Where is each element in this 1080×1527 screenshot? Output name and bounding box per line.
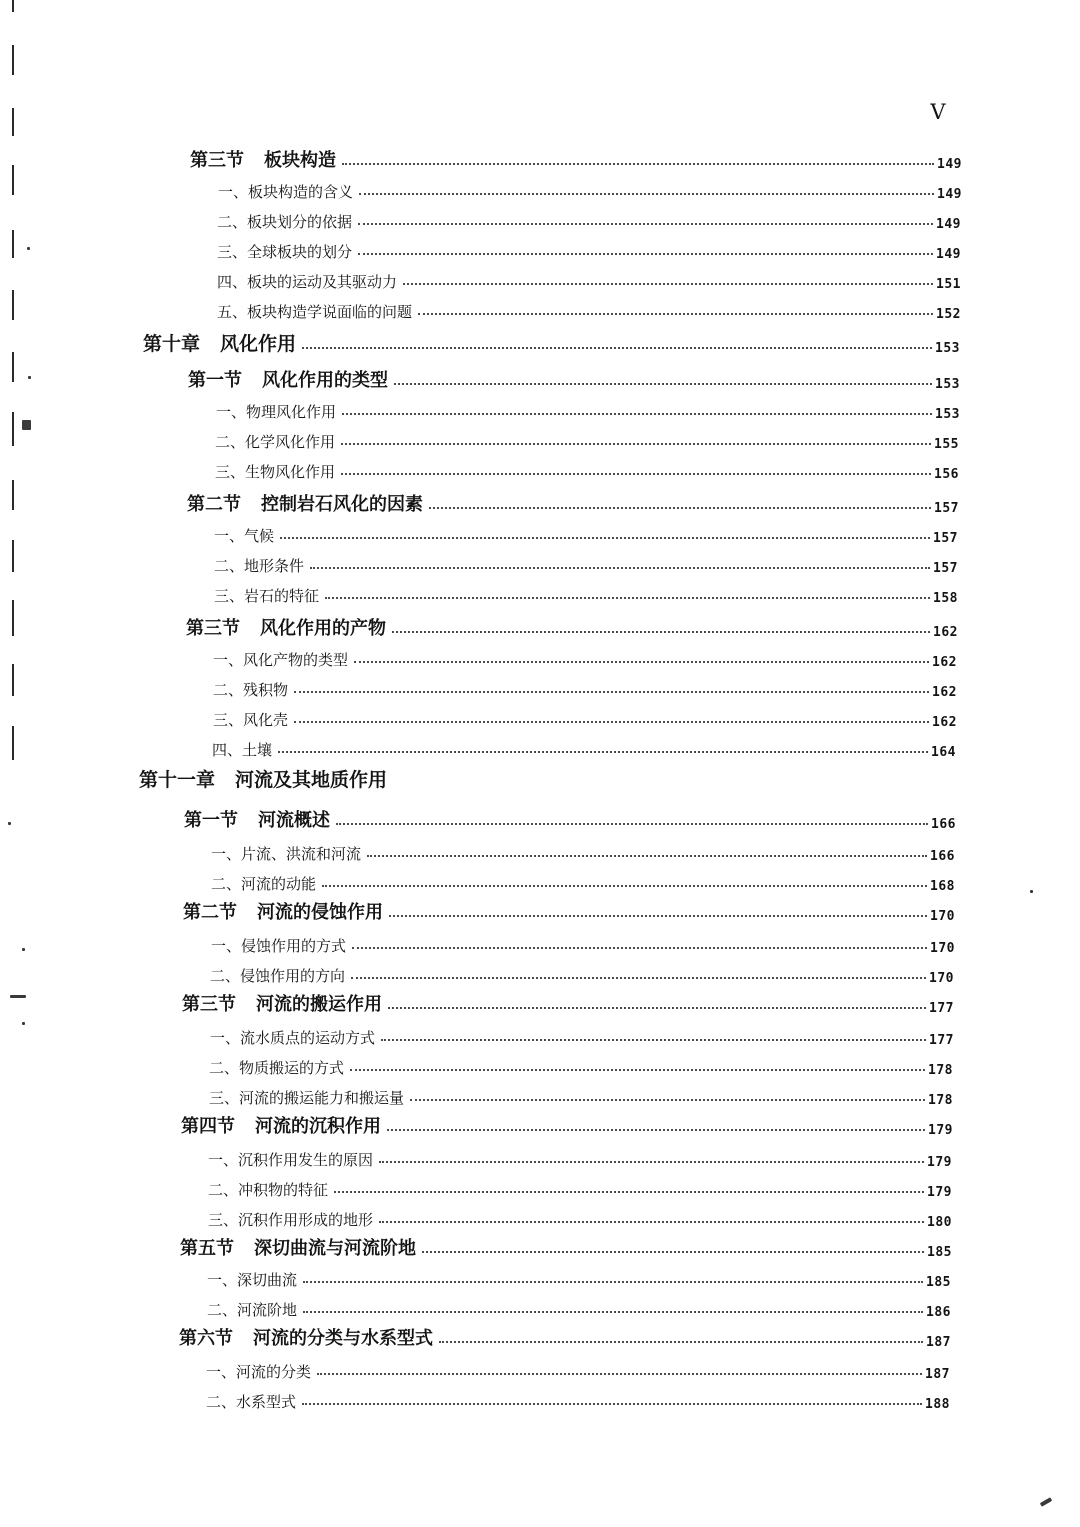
toc-entry-sub: [211, 838, 955, 864]
toc-entry-label: [208, 1179, 328, 1200]
toc-entry-sub: [217, 206, 961, 232]
toc-entry-page: 188: [925, 1397, 950, 1412]
toc-entry-page: 187: [925, 1367, 950, 1382]
dot-leader: [302, 347, 932, 349]
toc-entry-title: 风化作用的类型: [262, 370, 388, 391]
toc-entry-number: 二、: [209, 1059, 240, 1077]
scan-speck: [1040, 1497, 1052, 1506]
toc-entry-page: 187: [926, 1335, 951, 1350]
toc-entry-sub: [214, 520, 958, 546]
toc-entry-sub: [213, 704, 957, 730]
toc-entry-number: 二、: [215, 433, 246, 451]
dot-leader: [310, 567, 930, 569]
dot-leader: [367, 855, 927, 857]
toc-entry-page: 157: [934, 501, 959, 516]
dot-leader: [336, 823, 928, 825]
toc-entry-title: 板块构造: [264, 150, 336, 171]
toc-entry-title: 板块构造的含义: [248, 183, 354, 201]
toc-entry-sub: [218, 176, 962, 202]
toc-entry-title: 板块的运动及其驱动力: [247, 273, 398, 291]
toc-entry-number: 第一节: [184, 810, 238, 831]
toc-entry-page: 149: [936, 247, 961, 262]
dot-leader: [439, 1341, 923, 1343]
toc-entry-number: 二、: [214, 557, 245, 575]
dot-leader: [358, 223, 933, 225]
toc-entry-title: 河流的动能: [241, 875, 317, 893]
toc-entry-title: 河流的侵蚀作用: [257, 902, 383, 923]
toc-entry-label: [207, 1299, 297, 1320]
toc-entry-label: [215, 461, 335, 482]
toc-entry-number: 五、: [217, 303, 248, 321]
toc-entry-title: 沉积作用发生的原因: [238, 1151, 374, 1169]
toc-entry-number: 一、: [216, 403, 247, 421]
toc-entry-title: 侵蚀作用的方向: [240, 967, 346, 985]
dot-leader: [342, 163, 934, 165]
toc-entry-section: [187, 490, 959, 516]
toc-entry-section: [184, 806, 956, 832]
dot-leader: [294, 691, 929, 693]
toc-entry-label: [215, 431, 335, 452]
toc-entry-label: [183, 898, 383, 924]
toc-entry-sub: [216, 396, 960, 422]
toc-entry-sub: [208, 1204, 952, 1230]
toc-entry-number: 三、: [209, 1089, 240, 1107]
scan-edge-mark: [12, 726, 14, 760]
dot-leader: [278, 751, 928, 753]
toc-entry-number: 第六节: [179, 1328, 233, 1349]
dot-leader: [381, 1039, 926, 1041]
scan-edge-mark: [12, 230, 14, 258]
toc-entry-label: [206, 1361, 311, 1382]
dot-leader: [317, 1373, 922, 1375]
toc-entry-section: [186, 614, 958, 640]
toc-entry-label: [213, 649, 348, 670]
toc-entry-label: [216, 401, 336, 422]
toc-entry-sub: [215, 426, 959, 452]
toc-entry-page: 153: [935, 377, 960, 392]
toc-entry-sub: [211, 868, 955, 894]
dot-leader: [429, 507, 931, 509]
toc-entry-number: 三、: [213, 711, 244, 729]
toc-entry-page: 186: [926, 1305, 951, 1320]
dot-leader: [403, 283, 933, 285]
toc-entry-page: 162: [932, 715, 957, 730]
toc-entry-label: [211, 935, 346, 956]
toc-entry-page: 149: [937, 187, 962, 202]
toc-entry-title: 河流的沉积作用: [255, 1116, 381, 1137]
toc-entry-label: [214, 555, 304, 576]
toc-entry-title: 河流的搬运能力和搬运量: [239, 1089, 405, 1107]
scan-edge-mark: [12, 412, 14, 446]
toc-entry-number: 一、: [208, 1151, 239, 1169]
toc-entry-number: 二、: [213, 681, 244, 699]
toc-entry-page: 153: [935, 407, 960, 422]
toc-entry-title: 水系型式: [236, 1393, 297, 1411]
toc-entry-label: [208, 1149, 373, 1170]
toc-entry-title: 全球板块的划分: [247, 243, 353, 261]
toc-entry-title: 物质搬运的方式: [239, 1059, 345, 1077]
toc-entry-title: 沉积作用形成的地形: [238, 1211, 374, 1229]
toc-entry-page: 177: [929, 1033, 954, 1048]
scan-edge-mark: [12, 108, 14, 136]
toc-entry-page: 164: [931, 745, 956, 760]
dot-leader: [303, 1311, 923, 1313]
toc-entry-label: [184, 806, 330, 832]
toc-entry-section: [183, 898, 955, 924]
toc-entry-sub: [210, 1022, 954, 1048]
dot-leader: [341, 473, 931, 475]
toc-entry-label: [213, 709, 288, 730]
toc-entry-number: 第三节: [190, 150, 244, 171]
dot-leader: [389, 915, 927, 917]
toc-entry-page: 168: [930, 879, 955, 894]
page-number: V: [930, 100, 946, 124]
toc-entry-title: 风化壳: [243, 711, 289, 729]
scan-speck: [22, 1022, 25, 1025]
dot-leader: [359, 193, 934, 195]
toc-entry-number: 三、: [217, 243, 248, 261]
toc-entry-title: 土壤: [242, 741, 273, 759]
toc-entry-label: [218, 181, 353, 202]
toc-entry-label: [212, 739, 272, 760]
toc-entry-number: 第二节: [187, 494, 241, 515]
toc-entry-page: 166: [930, 849, 955, 864]
dot-leader: [341, 443, 931, 445]
scan-edge-mark: [12, 165, 14, 195]
toc-entry-sub: [211, 930, 955, 956]
toc-entry-number: 第一节: [188, 370, 242, 391]
dot-leader: [379, 1221, 924, 1223]
toc-entry-page: 185: [927, 1245, 952, 1260]
toc-entry-label: [186, 614, 386, 640]
toc-entry-sub: [215, 456, 959, 482]
dot-leader: [350, 1069, 925, 1071]
toc-entry-title: 控制岩石风化的因素: [261, 494, 423, 515]
toc-entry-page: 157: [933, 561, 958, 576]
scan-speck: [22, 948, 25, 951]
toc-entry-number: 一、: [211, 845, 242, 863]
toc-entry-number: 一、: [210, 1029, 241, 1047]
dot-leader: [342, 413, 932, 415]
scan-speck: [27, 247, 30, 250]
toc-entry-number: 一、: [207, 1271, 238, 1289]
toc-entry-number: 一、: [214, 527, 245, 545]
toc-entry-label: [213, 679, 288, 700]
toc-entry-sub: [206, 1356, 950, 1382]
scan-edge-mark: [12, 290, 14, 320]
toc-entry-section: [181, 1112, 953, 1138]
toc-entry-page: 177: [929, 1001, 954, 1016]
toc-entry-sub: [217, 236, 961, 262]
toc-entry-page: 162: [933, 625, 958, 640]
dot-leader: [334, 1191, 924, 1193]
scan-speck: [8, 822, 11, 825]
toc-entry-title: 深切曲流与河流阶地: [254, 1238, 416, 1259]
toc-entry-title: 冲积物的特征: [238, 1181, 329, 1199]
toc-entry-number: 第三节: [186, 618, 240, 639]
toc-entry-sub: [210, 960, 954, 986]
dot-leader: [358, 253, 933, 255]
toc-entry-label: [217, 271, 397, 292]
toc-entry-sub: [212, 734, 956, 760]
toc-entry-title: 河流及其地质作用: [235, 769, 388, 791]
toc-entry-page: 179: [927, 1155, 952, 1170]
toc-entry-label: [207, 1269, 297, 1290]
toc-entry-number: 三、: [214, 587, 245, 605]
toc-entry-sub: [209, 1052, 953, 1078]
toc-entry-label: [181, 1112, 381, 1138]
toc-entry-label: [211, 873, 316, 894]
toc-entry-label: [187, 490, 423, 516]
toc-entry-chapter: [139, 766, 956, 792]
toc-entry-sub: [209, 1082, 953, 1108]
scan-edge-mark: [12, 540, 14, 572]
toc-entry-title: 深切曲流: [237, 1271, 298, 1289]
toc-entry-label: [139, 765, 387, 792]
toc-entry-section: [188, 366, 960, 392]
scan-edge-mark: [12, 45, 14, 75]
toc-entry-label: [217, 241, 352, 262]
toc-entry-page: 179: [928, 1123, 953, 1138]
toc-entry-sub: [217, 296, 961, 322]
toc-entry-label: [214, 585, 319, 606]
toc-entry-label: [179, 1324, 433, 1350]
toc-entry-title: 物理风化作用: [246, 403, 337, 421]
dot-leader: [422, 1251, 924, 1253]
toc-entry-label: [143, 329, 296, 356]
toc-entry-number: 第十一章: [139, 769, 216, 791]
toc-entry-page: 157: [933, 531, 958, 546]
dot-leader: [302, 1403, 922, 1405]
scan-speck: [28, 376, 31, 379]
toc-entry-title: 河流的分类与水系型式: [253, 1328, 433, 1349]
toc-entry-number: 第四节: [181, 1116, 235, 1137]
toc-entry-label: [217, 211, 352, 232]
toc-entry-page: 149: [937, 157, 962, 172]
toc-entry-page: 178: [928, 1093, 953, 1108]
dot-leader: [418, 313, 933, 315]
toc-entry-number: 一、: [218, 183, 249, 201]
toc-entry-title: 河流阶地: [237, 1301, 298, 1319]
scan-edge-mark: [12, 480, 14, 510]
toc-entry-number: 第十章: [143, 333, 201, 355]
toc-entry-page: 156: [934, 467, 959, 482]
toc-entry-page: 170: [929, 971, 954, 986]
toc-entry-sub: [208, 1144, 952, 1170]
dot-leader: [387, 1129, 925, 1131]
toc-entry-number: 二、: [208, 1181, 239, 1199]
toc-entry-label: [182, 990, 382, 1016]
toc-entry-number: 第三节: [182, 994, 236, 1015]
scan-speck: [22, 420, 31, 430]
toc-entry-title: 风化产物的类型: [243, 651, 349, 669]
dot-leader: [303, 1281, 923, 1283]
toc-entry-chapter: [143, 330, 960, 356]
scan-edge-mark: [12, 664, 14, 696]
toc-entry-sub: [214, 550, 958, 576]
dot-leader: [322, 885, 927, 887]
scan-speck: [1030, 890, 1033, 893]
toc-entry-page: 162: [932, 655, 957, 670]
toc-entry-page: 178: [928, 1063, 953, 1078]
toc-entry-sub: [213, 644, 957, 670]
toc-entry-title: 板块构造学说面临的问题: [247, 303, 413, 321]
toc-entry-title: 化学风化作用: [245, 433, 336, 451]
toc-entry-title: 河流的搬运作用: [256, 994, 382, 1015]
toc-entry-page: 155: [934, 437, 959, 452]
toc-entry-page: 170: [930, 941, 955, 956]
dot-leader: [294, 721, 929, 723]
toc-entry-title: 侵蚀作用的方式: [241, 937, 347, 955]
toc-entry-title: 风化作用: [220, 333, 297, 355]
toc-entry-number: 一、: [213, 651, 244, 669]
dot-leader: [280, 537, 930, 539]
toc-entry-label: [190, 146, 336, 172]
toc-entry-page: 158: [933, 591, 958, 606]
toc-entry-label: [180, 1234, 416, 1260]
toc-entry-label: [209, 1057, 344, 1078]
toc-entry-section: [190, 146, 962, 172]
dot-leader: [325, 597, 930, 599]
toc-entry-page: 166: [931, 817, 956, 832]
toc-entry-title: 残积物: [243, 681, 289, 699]
toc-entry-sub: [207, 1294, 951, 1320]
scan-edge-mark: [12, 0, 14, 12]
dot-leader: [388, 1007, 926, 1009]
toc-entry-page: 170: [930, 909, 955, 924]
toc-entry-title: 河流的分类: [236, 1363, 312, 1381]
toc-entry-number: 二、: [207, 1301, 238, 1319]
toc-entry-sub: [217, 266, 961, 292]
toc-entry-page: 185: [926, 1275, 951, 1290]
dot-leader: [351, 977, 926, 979]
toc-entry-page: 153: [935, 341, 960, 356]
scan-speck: [10, 995, 26, 998]
toc-entry-page: 179: [927, 1185, 952, 1200]
toc-entry-title: 生物风化作用: [245, 463, 336, 481]
scan-edge-mark: [12, 352, 14, 382]
toc-entry-number: 二、: [206, 1393, 237, 1411]
toc-entry-number: 四、: [212, 741, 243, 759]
toc-entry-label: [211, 843, 361, 864]
toc-entry-label: [188, 366, 388, 392]
toc-entry-label: [209, 1087, 404, 1108]
toc-entry-title: 地形条件: [244, 557, 305, 575]
toc-entry-number: 四、: [217, 273, 248, 291]
toc-entry-section: [182, 990, 954, 1016]
toc-entry-label: [217, 301, 412, 322]
toc-entry-title: 板块划分的依据: [247, 213, 353, 231]
toc-entry-sub: [213, 674, 957, 700]
toc-entry-label: [208, 1209, 373, 1230]
toc-entry-sub: [206, 1386, 950, 1412]
toc-entry-sub: [214, 580, 958, 606]
toc-entry-page: 180: [927, 1215, 952, 1230]
dot-leader: [379, 1161, 924, 1163]
toc-entry-section: [180, 1234, 952, 1260]
toc-entry-label: [214, 525, 274, 546]
toc-entry-label: [210, 965, 345, 986]
dot-leader: [410, 1099, 925, 1101]
toc-entry-label: [210, 1027, 375, 1048]
toc-entry-title: 片流、洪流和河流: [241, 845, 362, 863]
toc-entry-title: 风化作用的产物: [260, 618, 386, 639]
toc-entry-page: 151: [936, 277, 961, 292]
toc-entry-title: 流水质点的运动方式: [240, 1029, 376, 1047]
dot-leader: [352, 947, 927, 949]
toc-entry-number: 三、: [215, 463, 246, 481]
toc-entry-page: 149: [936, 217, 961, 232]
toc-entry-page: 152: [936, 307, 961, 322]
toc-entry-number: 一、: [211, 937, 242, 955]
toc-entry-number: 第二节: [183, 902, 237, 923]
toc-entry-section: [179, 1324, 951, 1350]
toc-entry-page: 162: [932, 685, 957, 700]
dot-leader: [354, 661, 929, 663]
dot-leader: [394, 383, 932, 385]
toc-entry-number: 第五节: [180, 1238, 234, 1259]
toc-entry-sub: [207, 1264, 951, 1290]
toc-entry-number: 三、: [208, 1211, 239, 1229]
toc-entry-title: 河流概述: [258, 810, 330, 831]
scan-edge-mark: [12, 600, 14, 636]
toc-entry-title: 岩石的特征: [244, 587, 320, 605]
toc-entry-number: 二、: [217, 213, 248, 231]
toc-entry-number: 一、: [206, 1363, 237, 1381]
dot-leader: [392, 631, 930, 633]
toc-entry-number: 二、: [211, 875, 242, 893]
toc-entry-number: 二、: [210, 967, 241, 985]
toc-entry-sub: [208, 1174, 952, 1200]
toc-entry-title: 气候: [244, 527, 275, 545]
toc-entry-label: [206, 1391, 296, 1412]
